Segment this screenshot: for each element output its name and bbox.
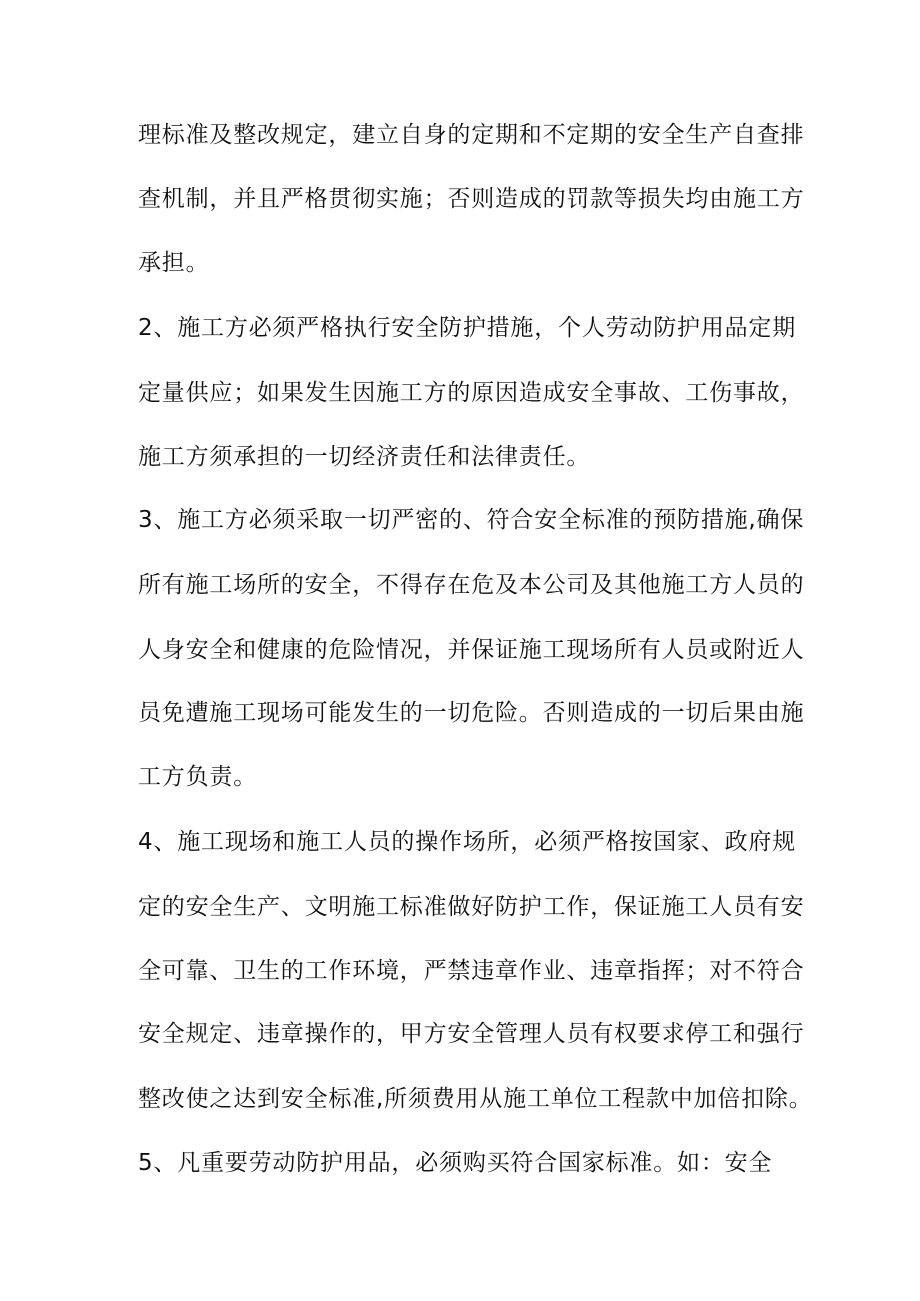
text-line: 承担。 xyxy=(138,250,210,276)
text-line: 安全规定、违章操作的，甲方安全管理人员有权要求停工和强行 xyxy=(138,1021,805,1047)
text-line: 2、施工方必须严格执行安全防护措施，个人劳动防护用品定期 xyxy=(138,315,797,341)
text-line: 整改使之达到安全标准,所须费用从施工单位工程款中加倍扣除。 xyxy=(138,1086,813,1112)
text-line: 定的安全生产、文明施工标准做好防护工作，保证施工人员有安 xyxy=(138,894,805,920)
text-line: 4、施工现场和施工人员的操作场所，必须严格按国家、政府规 xyxy=(138,829,797,855)
text-line: 3、施工方必须采取一切严密的、符合安全标准的预防措施,确保 xyxy=(138,507,805,533)
text-line: 所有施工场所的安全，不得存在危及本公司及其他施工方人员的 xyxy=(138,572,805,598)
text-line: 员免遭施工现场可能发生的一切危险。否则造成的一切后果由施 xyxy=(138,700,805,726)
text-line: 查机制，并且严格贯彻实施；否则造成的罚款等损失均由施工方 xyxy=(138,186,805,212)
text-line: 工方负责。 xyxy=(138,764,257,790)
text-line: 理标准及整改规定，建立自身的定期和不定期的安全生产自查排 xyxy=(138,122,805,148)
text-line: 施工方须承担的一切经济责任和法律责任。 xyxy=(138,444,591,470)
text-line: 定量供应；如果发生因施工方的原因造成安全事故、工伤事故， xyxy=(138,380,805,406)
text-line: 全可靠、卫生的工作环境，严禁违章作业、违章指挥；对不符合 xyxy=(138,958,805,984)
text-line: 5、凡重要劳动防护用品，必须购买符合国家标准。如：安全 xyxy=(138,1150,773,1176)
text-line: 人身安全和健康的危险情况，并保证施工现场所有人员或附近人 xyxy=(138,637,805,663)
